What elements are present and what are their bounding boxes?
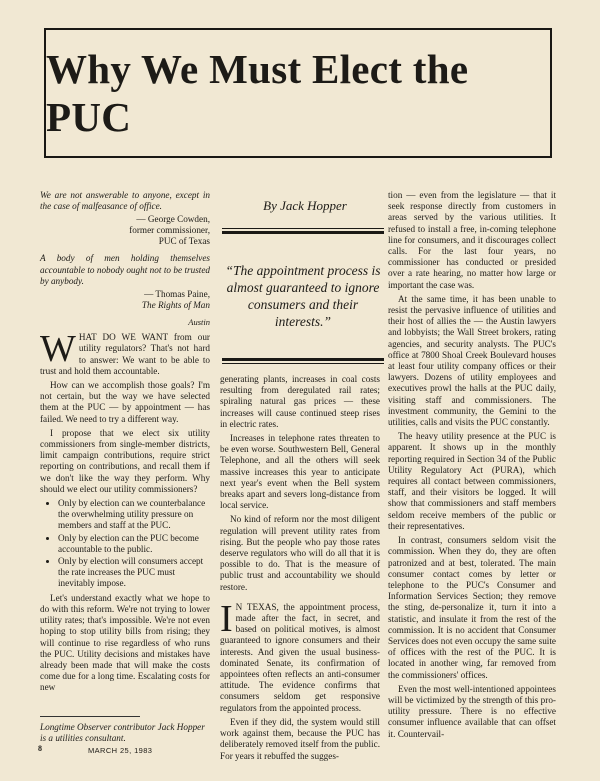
headline-box — [44, 28, 552, 158]
pull-quote: “The appointment process is almost guaranteed to ignore consumers and their interests.” — [225, 263, 381, 329]
section-paragraph — [220, 597, 380, 714]
column-1 — [40, 190, 210, 697]
col2-p1: generating plants, increases in coal costs resulting from deregulated rail rates; spiraling natural gas prices — these increases will cause continued steep rises in electric rates. — [220, 374, 380, 429]
epigraph-1-attrib-line-1: — George Cowden, — [136, 214, 210, 225]
contributor-rule — [40, 716, 140, 717]
bullet-item: • Only by election can we counterbalance the overwhelming utility pressure on members and staff at the PUC. — [58, 498, 210, 532]
epigraph-2-attrib-line-1: — Thomas Paine, — [144, 289, 210, 300]
drop-cap-w: W — [40, 328, 76, 371]
column-3 — [388, 190, 556, 743]
page-number: 8 — [38, 744, 42, 753]
bullet-item: • Only by election can the PUC become accountable to the public. — [58, 533, 210, 555]
col3-p4: In contrast, consumers seldom visit the commission. When they do, they are often patronized and at best, tolerated. The main consumer contact comes by letter or telephone to the PUC's Consumer and Information Services Section; they remove the sting, de-personalize it, turn it into a statistic, and insulate it from the rest of the commission. It is no accident that Consumer Services does not even occupy the same suite of offices with the rest of the PUC. It is located in another wing, far removed from the commissioners' offices. — [388, 535, 556, 680]
bullet-item: • Only by election will consumers accept the rate increases the PUC must inevitably impose. — [58, 556, 210, 590]
epigraph-2-attrib-line-2: The Rights of Man — [141, 300, 210, 311]
pullquote-rule-top — [222, 228, 384, 236]
col2-p5: Even if they did, the system would still work against them, because the PUC has deliberately removed itself from the public. For years it rebuffed the sugges- — [220, 716, 380, 761]
epigraph-1-attrib-line-2: former commissioner, — [129, 225, 210, 236]
epigraph-1-quote: We are not answerable to anyone, except in the case of malfeasance of office. — [40, 190, 210, 212]
epigraph-2-quote: A body of men holding themselves accountable to nobody ought not to be trusted by anybody. — [40, 253, 210, 286]
col1-p3: I propose that we elect six utility commissioners from single-member districts, limit campaign contributions, require strict reporting on contributions, and recall them if we don't like the way they perform. Why should we elect our utility commissioners? — [40, 427, 210, 494]
epigraph-1-attrib-line-3: PUC of Texas — [158, 236, 210, 247]
col3-p1: tion — even from the legislature — that it seek response directly from customers in areas served by the various utilities. It refused to install a free, in-coming telephone line for consumers, and it discourages collect calls. For the last four years, no commissioner has conducted or presided over a rate hearing, no matter how large or important the case was. — [388, 190, 556, 290]
col1-p4: Let's understand exactly what we hope to do with this reform. We're not trying to lower utility rates; that's impossible. We're not even hoping to stop utility bills from rising; they will continue to rise regardless of who runs the PUC. Utility decisions and mistakes have already been made that will make the costs come due for a long time. Escalating costs for new — [40, 592, 210, 693]
col3-p2: At the same time, it has been unable to resist the pervasive influence of utilities and their host of allies the — the Austin lawyers and lobbyists; the Wall Street brokers, rating agencies, and security analysts. The PUC's office at 7800 Shoal Creek Boulevard houses at least four utility company offices or their lawyers. Dozens of utility employees and executives prowl the halls at the PUC daily, visiting staff and commissioners. The investment community, the Gemini to the utilities, calls and visits the PUC constantly. — [388, 293, 556, 428]
headline: Why We Must Elect the PUC — [46, 46, 469, 140]
col2-p4: N TEXAS, the appointment process, made after the fact, in secret, and based on political motives, is almost guaranteed to ignore consumers and their interests. And given the usual business-dominated Senate, its confirmation of appointees often reflects an anti-consumer attitude. The evidence confirms that consumers seldom get responsive regulators from the appointed process. — [220, 601, 380, 713]
epigraph-1-attribution — [40, 214, 210, 247]
col3-p3: The heavy utility presence at the PUC is apparent. It shows up in the monthly reporting required in Section 34 of the Public Utility Regulatory Act (PURA), which requires all contact between commissioners, staff, and their visitors be logged. It will show that commissioners and staff members seldom receive members of the public or their representatives. — [388, 431, 556, 531]
col1-p2: How can we accomplish those goals? I'm not certain, but the way we have selected them at the PUC — by appointment — has failed. We need to try a different way. — [40, 380, 210, 424]
dateline: Austin — [188, 317, 210, 328]
contributor-note: Longtime Observer contributor Jack Hopper is a utilities consultant. — [40, 722, 205, 744]
drop-cap-i: I — [220, 597, 233, 640]
bullet-list — [40, 498, 210, 590]
col2-p2: Increases in telephone rates threaten to be even worse. Southwestern Bell, General Telephone, and all the others will seek massive increases this year to anticipate next year's event when the Bell system breaks apart and severs long-distance from local service. — [220, 433, 380, 511]
epigraph-2-attribution — [40, 289, 210, 311]
opening-paragraph — [40, 328, 210, 377]
column-2 — [220, 374, 380, 765]
byline: By Jack Hopper — [263, 198, 347, 213]
pullquote-rule-bottom — [222, 358, 384, 366]
col3-p5: Even the most well-intentioned appointees will be victimized by the strength of this pro-utility pressure. There is no effective consumer influence available that can offset it. Countervail- — [388, 683, 556, 739]
col2-p3: No kind of reform nor the most diligent regulation will prevent utility rates from rising. But the people who pay those rates deserve regulators who will do all that it is possible to do. That is the measure of public trust and accountability we should restore. — [220, 514, 380, 592]
col1-p1: HAT DO WE WANT from our utility regulators? That's not hard to answer: We want to be able to trust and hold them accountable. — [40, 332, 210, 376]
issue-date: MARCH 25, 1983 — [88, 746, 153, 755]
